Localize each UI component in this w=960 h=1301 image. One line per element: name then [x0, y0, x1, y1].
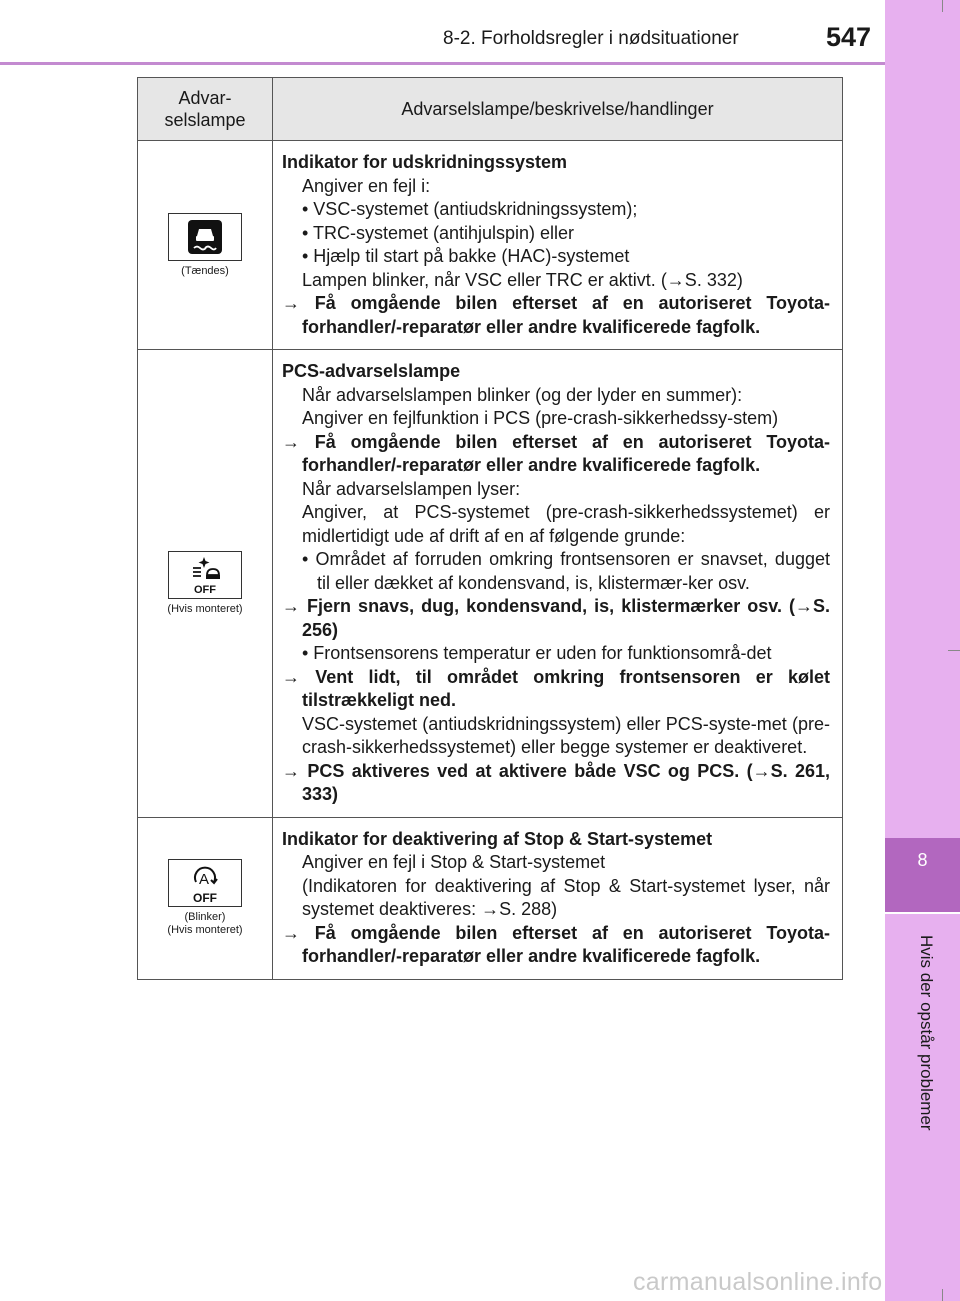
table-header-row — [138, 78, 843, 141]
text-line: Når advarselslampen blinker (og der lyder en summer): — [302, 384, 743, 405]
icon-caption: (Hvis monteret) — [167, 924, 243, 936]
crop-mark — [942, 0, 943, 12]
pcs-off-icon — [168, 551, 242, 599]
side-tab-top — [885, 0, 960, 838]
crop-mark — [948, 650, 960, 651]
description-cell — [273, 817, 843, 979]
icon-cell — [138, 141, 273, 350]
icon-caption: (Blinker) — [184, 911, 226, 923]
bullet-item: • VSC-systemet (antiudskridningssystem); — [302, 199, 638, 219]
svg-text:OFF: OFF — [194, 583, 216, 595]
icon-cell — [138, 817, 273, 979]
icon-caption: (Tændes) — [181, 264, 229, 277]
action-text: Få omgående bilen efterset af en autoriseret Toyota-forhandler/-reparatør eller andre kvalificerede fagfolk. — [302, 922, 830, 966]
action-line: → Få omgående bilen efterset af en autoriseret Toyota-forhandler/-reparatør eller andre kvalificerede fagfolk. — [282, 293, 830, 337]
description-cell — [273, 350, 843, 818]
action-line: → Vent lidt, til området omkring frontsensoren er kølet tilstrækkeligt ned. — [282, 666, 830, 710]
icon-caption: (Hvis monteret) — [167, 602, 243, 615]
watermark: carmanualsonline.info — [633, 1268, 883, 1296]
icon-cell — [138, 350, 273, 818]
header-rule — [0, 62, 885, 65]
col-header-lamp: Advar- selslampe — [138, 78, 273, 141]
action-text: Fjern snavs, dug, kondensvand, is, klistermærker osv. (→S. 256) — [302, 596, 830, 640]
action-line: → Få omgående bilen efterset af en autoriseret Toyota-forhandler/-reparatør eller andre kvalificerede fagfolk. — [282, 922, 830, 966]
row-title: Indikator for deaktivering af Stop & Start-systemet — [282, 828, 713, 849]
table-row — [138, 817, 843, 979]
text-line: Lampen blinker, når VSC eller TRC er aktivt. (→S. 332) — [302, 269, 743, 290]
svg-text:OFF: OFF — [193, 891, 217, 904]
text-line: Angiver, at PCS-systemet (pre-crash-sikkerhedssystemet) er midlertidigt ude af drift af en af følgende grunde: — [302, 502, 830, 546]
text-line: VSC-systemet (antiudskridningssystem) eller PCS-syste-met (pre-crash-sikkerhedssystemet) eller begge systemer er deaktiveret. — [302, 713, 830, 757]
description-cell — [273, 141, 843, 350]
action-line: → PCS aktiveres ved at aktivere både VSC og PCS. (→S. 261, 333) — [282, 760, 830, 804]
action-line: → Få omgående bilen efterset af en autoriseret Toyota-forhandler/-reparatør eller andre kvalificerede fagfolk. — [282, 431, 830, 475]
col-header-description: Advarselslampe/beskrivelse/handlinger — [273, 78, 843, 141]
skid-indicator-icon — [168, 213, 242, 261]
bullet-item: • Området af forruden omkring frontsensoren er snavset, dugget til eller dækket af kondensvand, is, klistermær-ker osv. — [302, 549, 830, 593]
svg-text:A: A — [199, 871, 210, 888]
chapter-number: 8 — [917, 850, 928, 870]
table-row — [138, 141, 843, 350]
table-row — [138, 350, 843, 818]
row-title: Indikator for udskridningssystem — [282, 152, 568, 172]
action-text: Få omgående bilen efterset af en autoriseret Toyota-forhandler/-reparatør eller andre kvalificerede fagfolk. — [302, 431, 830, 475]
section-title: 8-2. Forholdsregler i nødsituationer — [443, 28, 739, 49]
action-text: Vent lidt, til området omkring frontsensoren er kølet tilstrækkeligt ned. — [302, 666, 830, 710]
stop-start-off-icon — [168, 859, 242, 907]
warning-lamp-table — [137, 77, 843, 980]
page-number: 547 — [826, 22, 872, 52]
chapter-label: Hvis der opstår problemer — [917, 935, 936, 1131]
text-line: (Indikatoren for deaktivering af Stop & Start-systemet lyser, når systemet deaktiveres: →S. 288) — [302, 875, 830, 919]
action-text: Få omgående bilen efterset af en autoriseret Toyota-forhandler/-reparatør eller andre kvalificerede fagfolk. — [302, 293, 830, 337]
row-title: PCS-advarselslampe — [282, 361, 461, 381]
text-line: Angiver en fejl i Stop & Start-systemet — [302, 852, 606, 872]
action-line: → Fjern snavs, dug, kondensvand, is, klistermærker osv. (→S. 256) — [282, 596, 830, 640]
bullet-item: • TRC-systemet (antihjulspin) eller — [302, 222, 575, 243]
text-line: Angiver en fejlfunktion i PCS (pre-crash-sikkerhedssy-stem) — [302, 408, 779, 428]
action-text: PCS aktiveres ved at aktivere både VSC og PCS. (→S. 261, 333) — [302, 760, 830, 804]
text-line: Når advarselslampen lyser: — [302, 478, 521, 499]
text-line: Angiver en fejl i: — [302, 175, 431, 196]
crop-mark — [942, 1289, 943, 1301]
bullet-item: • Hjælp til start på bakke (HAC)-systemet — [302, 246, 630, 266]
bullet-item: • Frontsensorens temperatur er uden for funktionsområ-det — [302, 643, 772, 663]
